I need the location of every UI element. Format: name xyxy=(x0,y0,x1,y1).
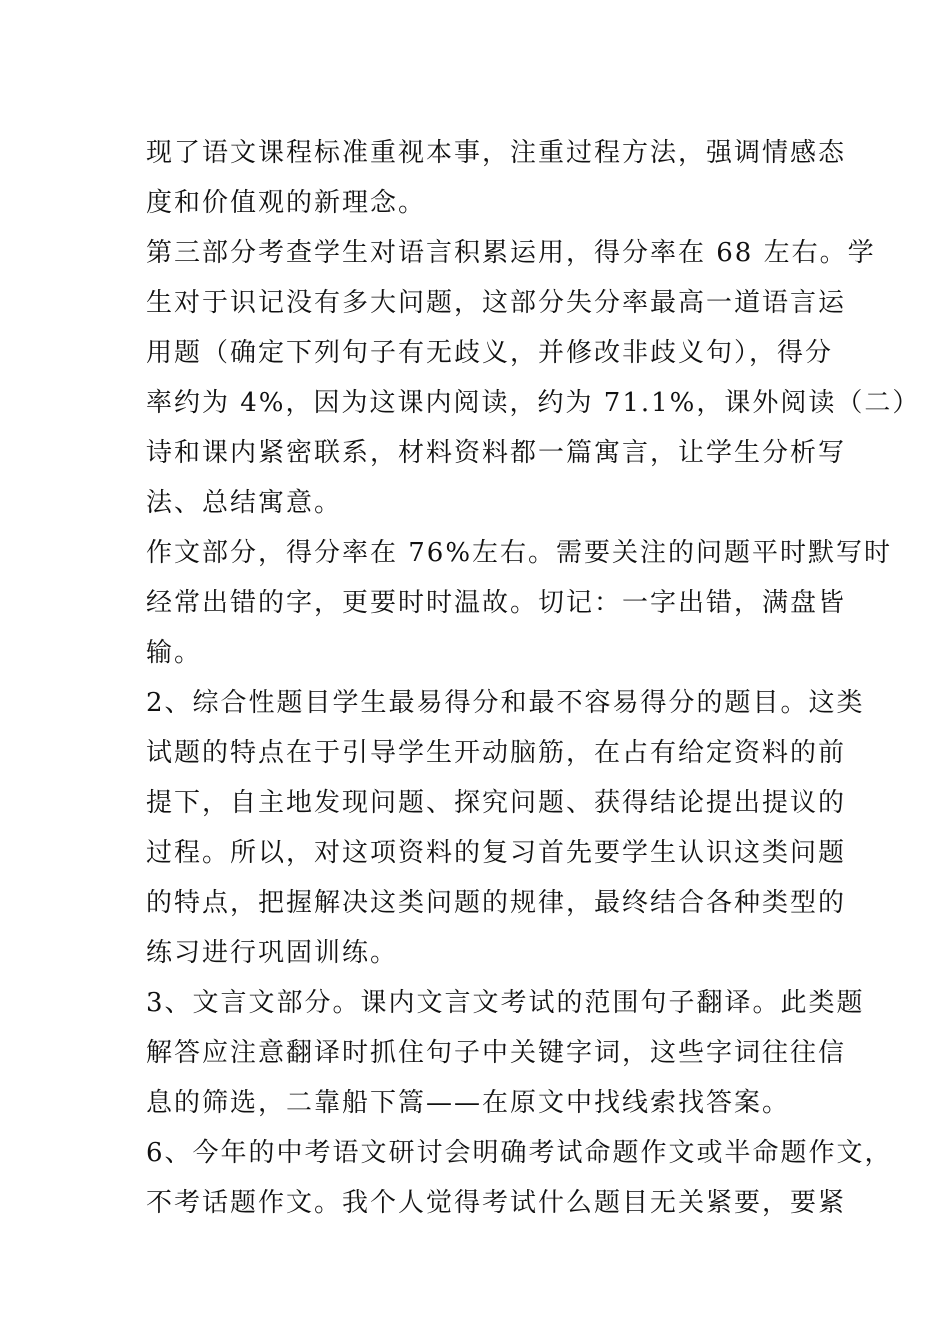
text-line: 度和价值观的新理念。 xyxy=(146,188,427,218)
document-body xyxy=(146,128,921,1228)
text-line: 提下，自主地发现问题、探究问题、获得结论提出提议的 xyxy=(146,788,847,818)
text-line: 的特点，把握解决这类问题的规律，最终结合各种类型的 xyxy=(146,888,847,918)
text-line: 法、总结寓意。 xyxy=(146,488,343,518)
text-line: 现了语文课程标准重视本事，注重过程方法，强调情感态 xyxy=(146,138,847,168)
text-line: 生对于识记没有多大问题，这部分失分率最高一道语言运 xyxy=(146,288,847,318)
text-line: 经常出错的字，更要时时温故。切记：一字出错，满盘皆 xyxy=(146,588,847,618)
text-line: 试题的特点在于引导学生开动脑筋，在占有给定资料的前 xyxy=(146,738,847,768)
text-line: 第三部分考查学生对语言积累运用，得分率在 68 左右。学 xyxy=(146,238,876,268)
text-line: 6、今年的中考语文研讨会明确考试命题作文或半命题作文， xyxy=(146,1138,893,1168)
text-line: 解答应注意翻译时抓住句子中关键字词，这些字词往往信 xyxy=(146,1038,847,1068)
text-line: 练习进行巩固训练。 xyxy=(146,938,399,968)
text-line: 息的筛选，二靠船下篙——在原文中找线索找答案。 xyxy=(146,1088,791,1118)
text-line: 输。 xyxy=(146,638,203,668)
text-line: 用题（确定下列句子有无歧义，并修改非歧义句），得分 xyxy=(146,338,834,368)
text-line: 3、文言文部分。课内文言文考试的范围句子翻译。此类题 xyxy=(146,988,865,1018)
text-line: 作文部分，得分率在 76%左右。需要关注的问题平时默写时 xyxy=(146,538,893,568)
text-line: 2、综合性题目学生最易得分和最不容易得分的题目。这类 xyxy=(146,688,865,718)
text-line: 率约为 4%，因为这课内阅读，约为 71.1%，课外阅读（二） xyxy=(146,388,921,418)
text-line: 不考话题作文。我个人觉得考试什么题目无关紧要，要紧 xyxy=(146,1188,847,1218)
text-line: 诗和课内紧密联系，材料资料都一篇寓言，让学生分析写 xyxy=(146,438,847,468)
text-line: 过程。所以，对这项资料的复习首先要学生认识这类问题 xyxy=(146,838,847,868)
